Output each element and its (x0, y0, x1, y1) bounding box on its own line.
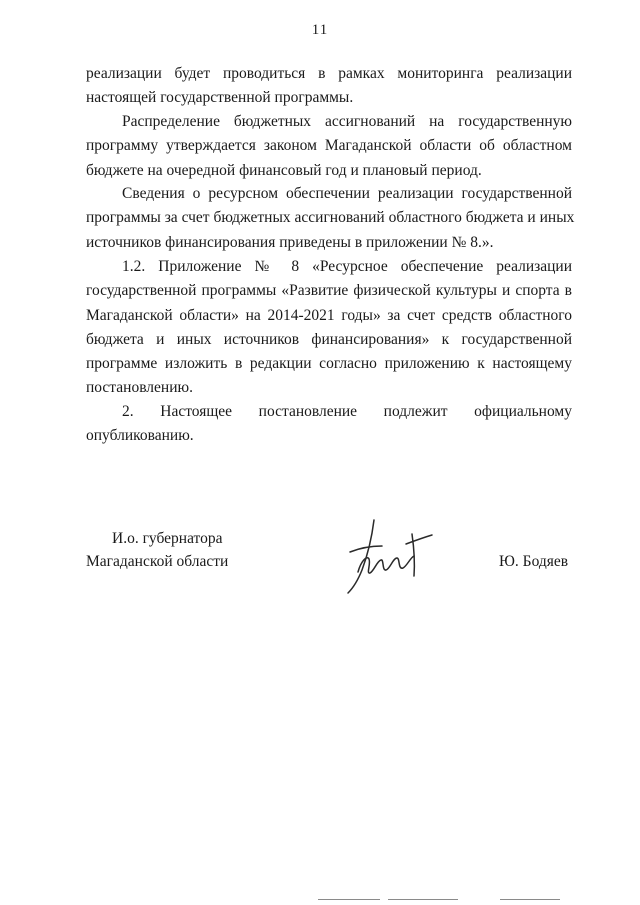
signatory-position (86, 527, 228, 573)
text-line: настоящей государственной программы. (86, 89, 354, 107)
paragraph-3 (86, 182, 575, 255)
paragraph-1 (86, 62, 572, 111)
text-line: постановлению. (86, 379, 193, 397)
text-line: программе изложить в редакции согласно приложению к настоящему (86, 355, 572, 373)
page-number: 11 (311, 22, 329, 38)
text-line: источников финансирования приведены в приложении № 8.». (86, 233, 494, 251)
handwritten-signature (336, 514, 440, 596)
paragraph-item-1-2 (86, 255, 572, 401)
scan-edge-mark (500, 899, 560, 900)
paragraph-item-2 (86, 400, 572, 449)
text-line: Распределение бюджетных ассигнований на государственную (122, 113, 572, 130)
text-line: Сведения о ресурсном обеспечении реализации государственной (122, 185, 572, 202)
text-line: реализации будет проводиться в рамках мониторинга реализации (86, 65, 572, 82)
text-line: опубликованию. (86, 427, 194, 445)
text-line: 2. Настоящее постановление подлежит официальному (122, 403, 572, 420)
text-line: программу утверждается законом Магаданской области об областном (86, 137, 572, 155)
signatory-position-line-1: И.о. губернатора (112, 530, 223, 547)
paragraph-2 (86, 110, 572, 183)
text-line: бюджета и иных источников финансирования» к государственной (86, 330, 572, 348)
text-line: бюджете на очередной финансовый год и плановый период. (86, 161, 482, 179)
text-line: 1.2. Приложение № 8 «Ресурсное обеспечение реализации (122, 258, 572, 275)
text-line: Магаданской области» на 2014-2021 годы» за счет средств областного (86, 306, 572, 324)
signatory-position-line-2: Магаданской области (86, 553, 229, 570)
text-line: программы за счет бюджетных ассигнований областного бюджета и иных (86, 209, 575, 227)
scan-edge-mark (388, 899, 458, 900)
signatory-name: Ю. Бодяев (499, 553, 569, 570)
scan-edge-mark (318, 899, 380, 900)
text-line: государственной программы «Развитие физической культуры и спорта в (86, 282, 572, 300)
